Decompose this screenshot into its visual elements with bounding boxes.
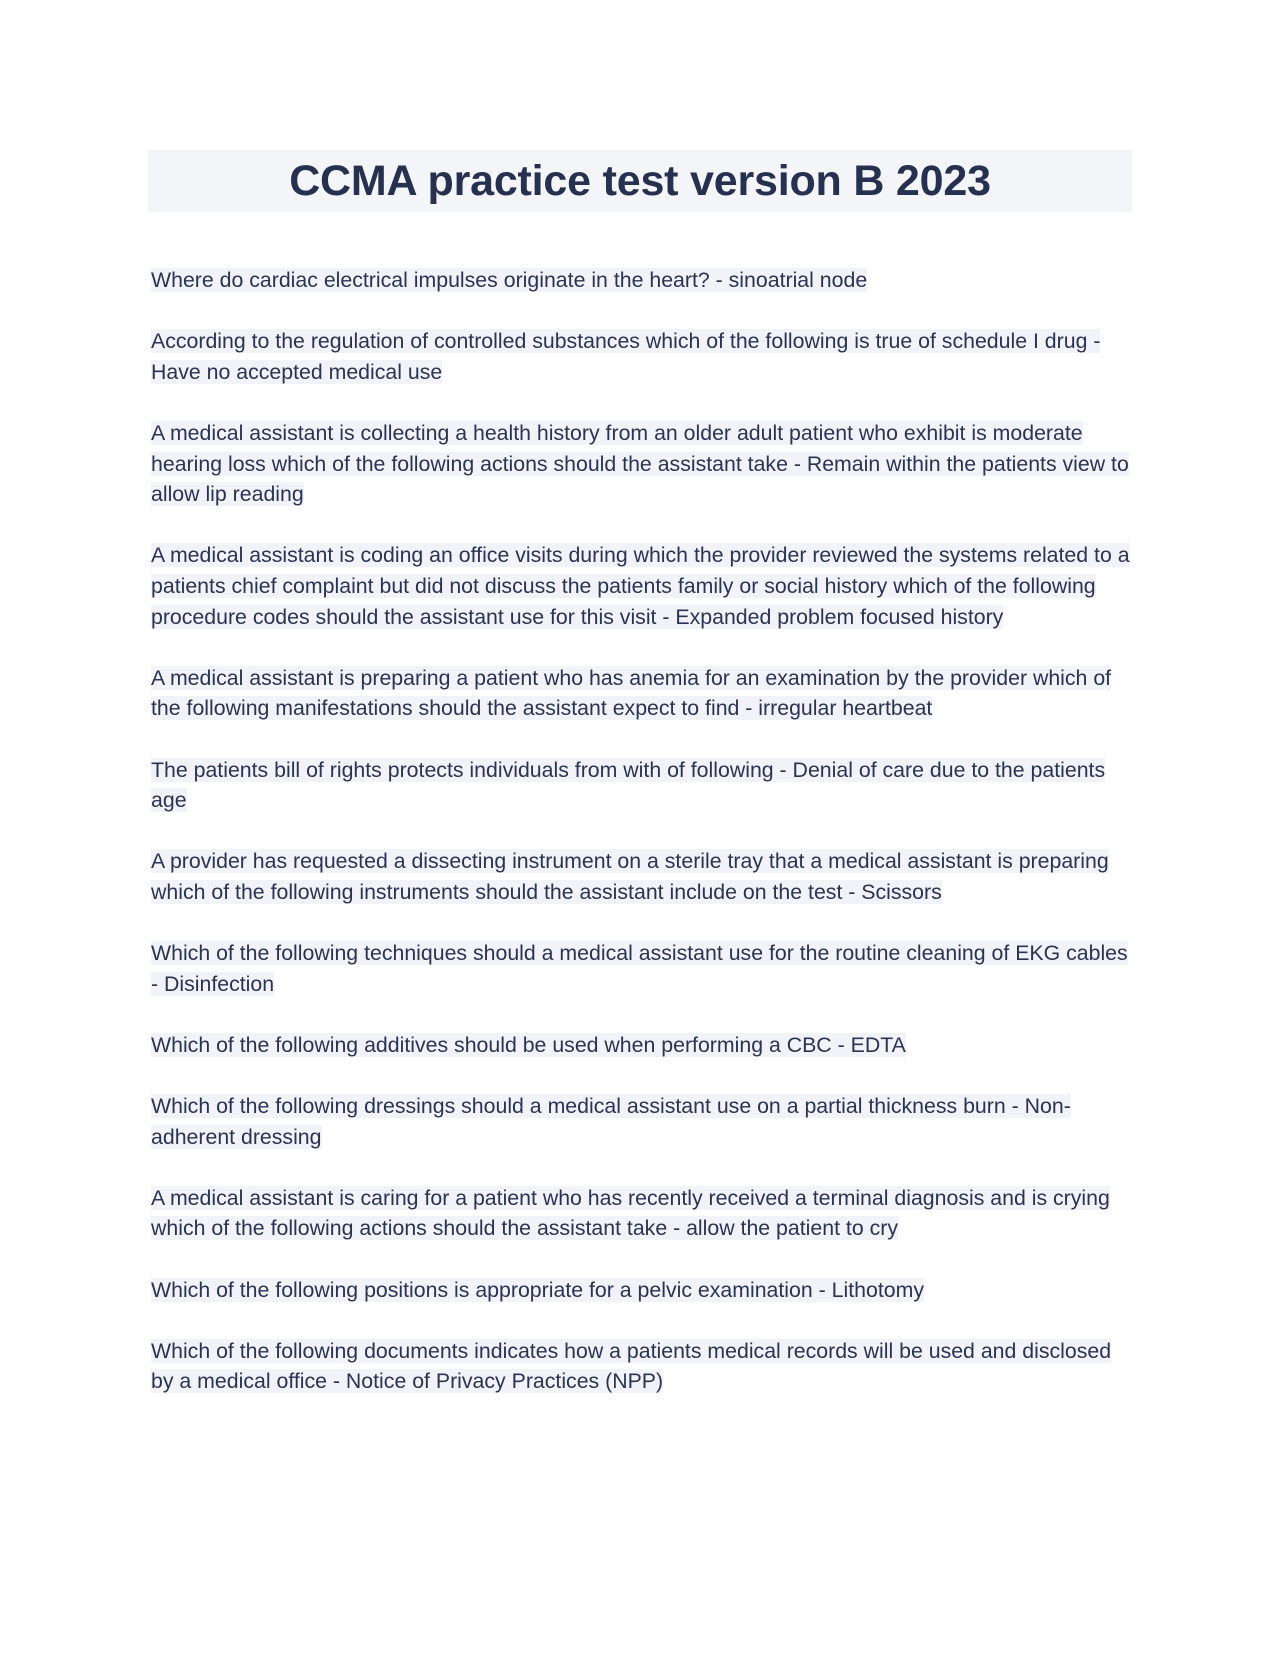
qa-text: Where do cardiac electrical impulses originate in the heart? - sinoatrial node <box>151 268 868 292</box>
qa-item <box>151 1030 1131 1061</box>
qa-text: The patients bill of rights protects individuals from with of following - Denial of care due to the patients age <box>151 757 1106 813</box>
qa-item <box>151 1336 1131 1397</box>
qa-text: A medical assistant is caring for a patient who has recently received a terminal diagnosis and is crying which of the following actions should the assistant take - allow the patient to cry <box>151 1185 1110 1241</box>
qa-item <box>151 326 1131 387</box>
document-title: CCMA practice test version B 2023 <box>289 157 991 205</box>
qa-text: A medical assistant is coding an office visits during which the provider reviewed the systems related to a patients chief complaint but did not discuss the patients family or social history which of the following procedure codes should the assistant use for this visit - Expanded problem focused history <box>151 543 1130 629</box>
qa-item <box>151 540 1131 632</box>
qa-text: Which of the following positions is appropriate for a pelvic examination - Lithotomy <box>151 1277 924 1302</box>
qa-item <box>151 663 1131 724</box>
qa-text: A medical assistant is preparing a patient who has anemia for an examination by the provider which of the following manifestations should the assistant expect to find - irregular heartbeat <box>151 665 1112 721</box>
qa-text: Which of the following additives should be used when performing a CBC - EDTA <box>151 1032 906 1057</box>
qa-item <box>151 938 1131 999</box>
qa-text: A medical assistant is collecting a health history from an older adult patient who exhibit is moderate hearing loss which of the following actions should the assistant take - Remain within the patients view to allow lip reading <box>151 420 1129 507</box>
qa-text: According to the regulation of controlled substances which of the following is true of schedule I drug - Have no accepted medical use <box>151 329 1101 384</box>
qa-item <box>151 846 1131 907</box>
qa-text: Which of the following dressings should a medical assistant use on a partial thickness burn - Non-adherent dressing <box>151 1094 1071 1149</box>
title-banner <box>148 150 1132 212</box>
question-answer-list <box>151 265 1131 1428</box>
qa-item <box>151 755 1131 816</box>
qa-item <box>151 1183 1131 1244</box>
qa-item <box>151 1275 1131 1306</box>
qa-item <box>151 418 1131 510</box>
qa-item <box>151 1091 1131 1152</box>
qa-text: Which of the following documents indicates how a patients medical records will be used and disclosed by a medical office - Notice of Privacy Practices (NPP) <box>151 1338 1112 1394</box>
qa-text: Which of the following techniques should a medical assistant use for the routine cleaning of EKG cables - Disinfection <box>151 941 1128 996</box>
qa-text: A provider has requested a dissecting instrument on a sterile tray that a medical assistant is preparing which of the following instruments should the assistant include on the test - Scissors <box>151 849 1109 904</box>
qa-item <box>151 265 1131 296</box>
